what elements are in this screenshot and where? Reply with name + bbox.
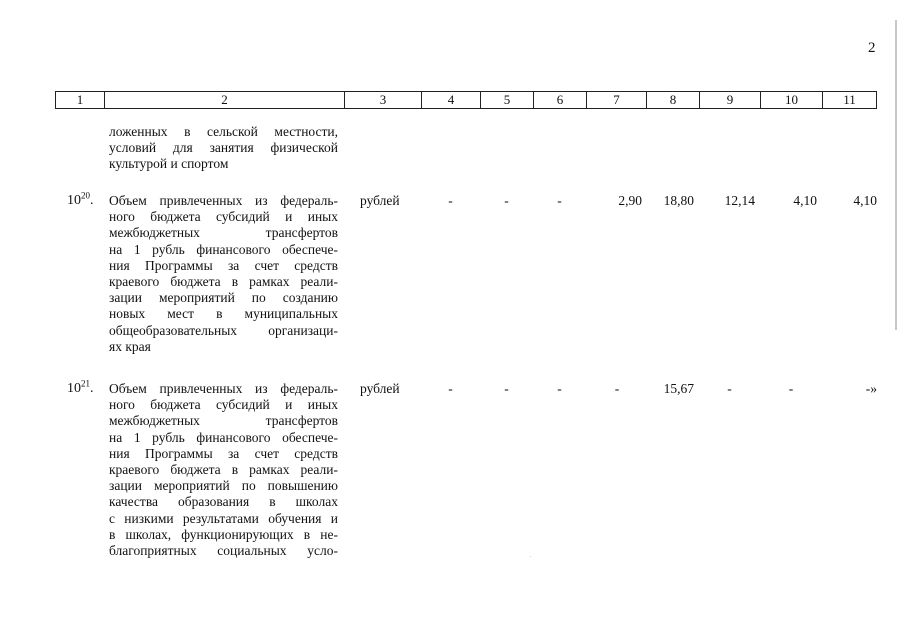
description-line: межбюджетных трансфертов: [109, 413, 338, 429]
row-number-suffix: .: [90, 381, 94, 396]
continuation-line: культурой и спортом: [109, 156, 229, 172]
value-col-8: 18,80: [663, 193, 694, 208]
value-col-6: -: [557, 193, 562, 208]
row-description: [109, 193, 338, 355]
header-col-2: 2: [105, 92, 345, 108]
page-number: 2: [868, 40, 876, 56]
table-header-row: [55, 91, 877, 109]
row-number: [67, 190, 94, 209]
value-col-6: -: [557, 381, 562, 396]
scan-speck: [530, 556, 531, 557]
value-col-7: 2,90: [618, 193, 642, 208]
description-line: с низкими результатами обучения и: [109, 510, 338, 526]
value-col-11: 4,10: [853, 193, 877, 208]
value-col-9: -: [727, 381, 732, 396]
continuation-line: условий для занятия физической: [109, 140, 338, 156]
description-line: Объем привлеченных из федераль-: [109, 193, 338, 208]
unit-cell: рублей: [360, 381, 400, 396]
description-line: на 1 рубль финансового обеспече-: [109, 241, 338, 257]
value-col-9: 12,14: [724, 193, 755, 208]
header-col-1: 1: [56, 92, 105, 108]
description-line: качества образования в школах: [109, 494, 338, 510]
row-number-superscript: 21: [81, 378, 90, 389]
header-col-10: 10: [761, 92, 823, 108]
description-line: общеобразовательных организаци-: [109, 322, 338, 338]
description-line: ния Программы за счет средств: [109, 257, 338, 273]
row-number-main: 10: [67, 381, 81, 396]
value-col-4: -: [448, 193, 453, 208]
row-number-superscript: 20: [81, 190, 90, 201]
row-number-suffix: .: [90, 193, 94, 208]
description-line: новых мест в муниципальных: [109, 306, 338, 322]
row-description: [109, 381, 338, 559]
description-line: межбюджетных трансфертов: [109, 225, 338, 241]
header-col-11: 11: [843, 92, 856, 107]
description-line: ях края: [109, 338, 151, 354]
unit-cell: рублей: [360, 193, 400, 208]
description-line: краевого бюджета в рамках реали-: [109, 273, 338, 289]
description-line: краевого бюджета в рамках реали-: [109, 461, 338, 477]
scan-edge-line: [895, 20, 897, 330]
description-line: зации мероприятий по созданию: [109, 290, 338, 306]
description-line: ного бюджета субсидий и иных: [109, 397, 338, 413]
description-line: ния Программы за счет средств: [109, 445, 338, 461]
value-col-8: 15,67: [663, 381, 694, 396]
header-col-5: 5: [481, 92, 534, 108]
description-line: ного бюджета субсидий и иных: [109, 209, 338, 225]
continuation-text: [109, 124, 338, 173]
value-col-10: 4,10: [793, 193, 817, 208]
value-col-10: -: [788, 381, 794, 396]
header-col-4: 4: [422, 92, 481, 108]
value-col-11: -»: [865, 381, 877, 396]
value-col-7: -: [614, 381, 620, 396]
description-line: Объем привлеченных из федераль-: [109, 381, 338, 396]
row-number-main: 10: [67, 193, 81, 208]
value-col-4: -: [448, 381, 453, 396]
continuation-line: ложенных в сельской местности,: [109, 124, 338, 139]
header-col-6: 6: [534, 92, 587, 108]
header-col-9: 9: [700, 92, 761, 108]
header-col-8: 8: [647, 92, 700, 108]
description-line: в школах, функционирующих в не-: [109, 526, 338, 542]
description-line: благоприятных социальных усло-: [109, 542, 338, 558]
description-line: на 1 рубль финансового обеспече-: [109, 429, 338, 445]
header-col-3: 3: [345, 92, 422, 108]
value-col-5: -: [504, 381, 509, 396]
row-number: [67, 378, 94, 397]
header-col-7: 7: [587, 92, 647, 108]
description-line: зации мероприятий по повышению: [109, 478, 338, 494]
value-col-5: -: [504, 193, 509, 208]
